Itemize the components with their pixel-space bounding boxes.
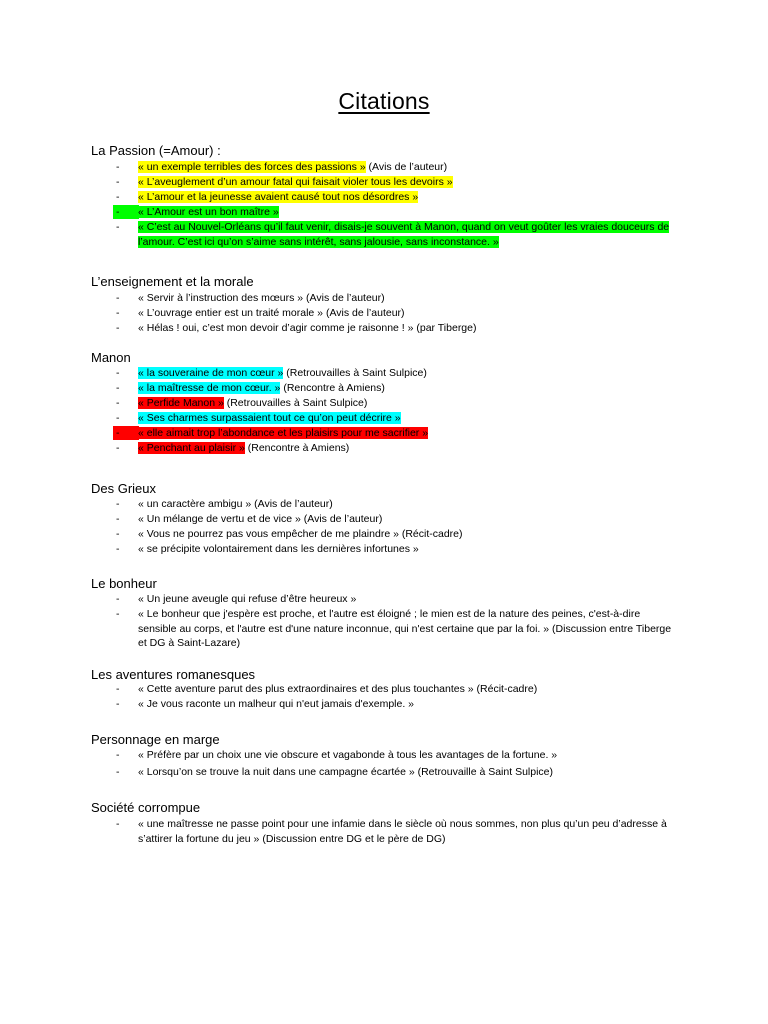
bullet-dash: - <box>116 683 120 695</box>
quote-text <box>138 607 678 651</box>
highlighted-quote: « L’aveuglement d’un amour fatal qui faisait violer tous les devoirs » <box>138 176 453 188</box>
highlighted-quote: « L’amour et la jeunesse avaient causé tout nos désordres » <box>138 191 419 203</box>
quote-source: (Rencontre à Amiens) <box>244 442 350 454</box>
section-heading: Des Grieux <box>91 481 157 496</box>
bullet-dash: - <box>116 382 120 394</box>
quote-source: « une maîtresse ne passe point pour une infamie dans le siècle où nous sommes, non plus qu’un peu d’adresse à s’attirer la fortune du jeu » (Discussion entre DG et le père de DG) <box>138 818 667 845</box>
quote-source: « Cette aventure parut des plus extraordinaires et des plus touchantes » (Récit-cadre) <box>138 683 538 695</box>
bullet-dash: - <box>116 322 120 334</box>
quote-source: (Retrouvailles à Saint Sulpice) <box>223 397 368 409</box>
quote-text <box>138 220 678 249</box>
quote-text <box>138 160 678 175</box>
highlighted-quote: « la souveraine de mon cœur » <box>138 367 284 379</box>
quote-source: « Je vous raconte un malheur qui n'eut jamais d'exemple. » <box>138 698 414 710</box>
quote-text <box>138 542 678 557</box>
highlighted-quote: « Penchant au plaisir » <box>138 442 245 454</box>
quote-text <box>138 512 678 527</box>
quote-text <box>138 306 678 321</box>
highlighted-quote: « C’est au Nouvel-Orléans qu’il faut venir, disais-je souvent à Manon, quand on veut goûter les vraies douceurs de l’amour. C’est ici qu’on s’aime sans intérêt, sans jalousie, sans inconstance. » <box>138 221 670 248</box>
bullet-dash: - <box>116 221 120 233</box>
quote-text <box>138 527 678 542</box>
page-title: Citations <box>338 88 430 114</box>
quote-source: « Préfère par un choix une vie obscure et vagabonde à tous les avantages de la fortune. » <box>138 749 558 761</box>
quote-text <box>138 381 678 396</box>
quote-source: (Retrouvailles à Saint Sulpice) <box>283 367 427 379</box>
bullet-dash: - <box>116 206 120 218</box>
quote-source: (Avis de l’auteur) <box>365 161 448 173</box>
bullet-dash: - <box>116 427 120 439</box>
quote-text <box>138 205 678 220</box>
highlighted-quote: « Ses charmes surpassaient tout ce qu’on peut décrire » <box>138 412 401 424</box>
quote-text <box>138 765 678 780</box>
quote-source: « L’ouvrage entier est un traité morale » (Avis de l’auteur) <box>138 307 405 319</box>
bullet-dash: - <box>116 818 120 830</box>
quote-source: « Un jeune aveugle qui refuse d’être heureux » <box>138 593 357 605</box>
highlighted-quote: « la maîtresse de mon cœur. » <box>138 382 281 394</box>
quote-source: « Hélas ! oui, c’est mon devoir d’agir comme je raisonne ! » (par Tiberge) <box>138 322 477 334</box>
bullet-dash: - <box>116 766 120 778</box>
quote-text <box>138 291 678 306</box>
quote-source: « Le bonheur que j'espère est proche, et l'autre est éloigné ; le mien est de la nature des peines, c'est-à-dire sensible au corps, et l'autre est d'une nature inconnue, qui n'est certaine que par la foi. » (Discussion entre Tiberge et DG à Saint-Lazare) <box>138 608 672 649</box>
highlighted-quote: « Perfide Manon » <box>138 397 224 409</box>
bullet-dash: - <box>116 513 120 525</box>
quote-source: « Lorsqu’on se trouve la nuit dans une campagne écartée » (Retrouvaille à Saint Sulpice) <box>138 766 554 778</box>
quote-text <box>138 682 678 697</box>
bullet-dash: - <box>116 608 120 620</box>
bullet-dash: - <box>116 528 120 540</box>
quote-source: « Un mélange de vertu et de vice » (Avis de l’auteur) <box>138 513 383 525</box>
highlighted-quote: « un exemple terribles des forces des passions » <box>138 161 366 173</box>
bullet-dash: - <box>116 442 120 454</box>
bullet-dash: - <box>116 412 120 424</box>
quote-text <box>138 817 678 846</box>
bullet-dash: - <box>116 698 120 710</box>
quote-text <box>138 592 678 607</box>
bullet-dash: - <box>116 749 120 761</box>
bullet-dash: - <box>116 498 120 510</box>
quote-text <box>138 411 678 426</box>
quote-source: « se précipite volontairement dans les dernières infortunes » <box>138 543 419 555</box>
bullet-dash: - <box>116 307 120 319</box>
section-heading: Les aventures romanesques <box>91 667 256 682</box>
bullet-dash: - <box>116 161 120 173</box>
quote-text <box>138 321 678 336</box>
highlighted-quote: « L’Amour est un bon maître » <box>138 206 279 218</box>
quote-text <box>138 697 678 712</box>
section-heading: La Passion (=Amour) : <box>91 143 221 158</box>
bullet-dash: - <box>116 292 120 304</box>
section-heading: Société corrompue <box>91 800 201 815</box>
quote-text <box>138 497 678 512</box>
quote-source: « Vous ne pourrez pas vous empêcher de me plaindre » (Récit-cadre) <box>138 528 463 540</box>
section-heading: Le bonheur <box>91 576 157 591</box>
quote-text <box>138 441 678 456</box>
quote-source: « Servir à l’instruction des mœurs » (Avis de l’auteur) <box>138 292 385 304</box>
bullet-dash: - <box>116 176 120 188</box>
section-heading: Personnage en marge <box>91 732 220 747</box>
quote-source: (Rencontre à Amiens) <box>280 382 385 394</box>
quote-text <box>138 426 678 441</box>
quote-text <box>138 396 678 411</box>
highlighted-quote: « elle aimait trop l’abondance et les plaisirs pour me sacrifier » <box>138 427 429 439</box>
bullet-dash: - <box>116 191 120 203</box>
bullet-dash: - <box>116 397 120 409</box>
bullet-dash: - <box>116 543 120 555</box>
bullet-dash: - <box>116 367 120 379</box>
section-heading: Manon <box>91 350 131 365</box>
quote-text <box>138 190 678 205</box>
quote-source: « un caractère ambigu » (Avis de l’auteur) <box>138 498 333 510</box>
quote-text <box>138 175 678 190</box>
quote-text <box>138 748 678 763</box>
section-heading: L’enseignement et la morale <box>91 274 254 289</box>
bullet-dash: - <box>116 593 120 605</box>
quote-text <box>138 366 678 381</box>
